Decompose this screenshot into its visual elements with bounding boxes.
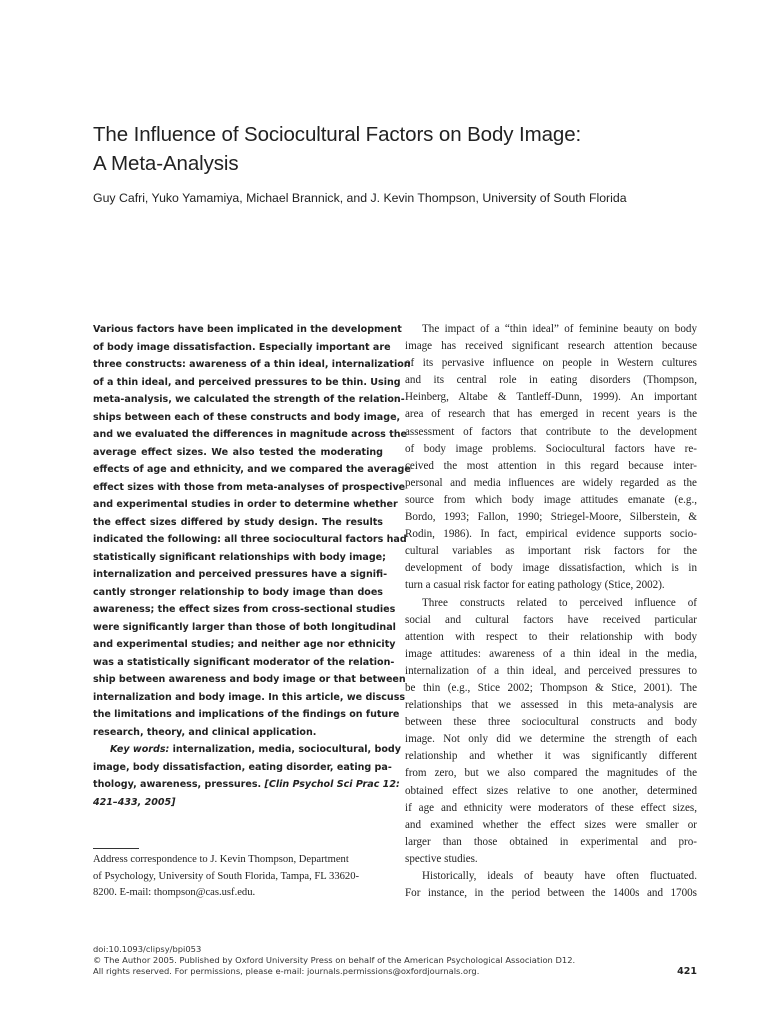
abstract-line: indicated the following: all three sociocultural factors had: [93, 534, 407, 545]
journal-citation: 421–433, 2005]: [93, 796, 176, 808]
author-line: Guy Cafri, Yuko Yamamiya, Michael Brannick, and J. Kevin Thompson, University of South Florida: [93, 191, 627, 205]
body-text-column: [405, 321, 697, 902]
journal-citation: [Clin Psychol Sci Prac 12:: [264, 779, 400, 790]
body-line: area of research that has emerged in recent years is the: [405, 408, 697, 421]
body-line: social and cultural factors have received particular: [405, 613, 697, 626]
copyright-text: © The Author 2005. Published by Oxford University Press on behalf of the American Psychological Association D12.: [93, 955, 576, 965]
body-line: ceived the most attention in this regard because inter-: [405, 459, 697, 472]
address-line: Address correspondence to J. Kevin Thompson, Department: [93, 854, 349, 865]
address-line: of Psychology, University of South Florida, Tampa, FL 33620-: [93, 870, 360, 882]
body-line: attention with respect to their relationship with body: [405, 630, 697, 643]
abstract-line: cantly stronger relationship to body image than does: [93, 586, 383, 598]
abstract-line: of body image dissatisfaction. Especially important are: [93, 341, 391, 353]
page-footer: [93, 944, 697, 977]
abstract-line: internalization and body image. In this article, we discuss: [93, 691, 406, 703]
abstract-line: and experimental studies in order to determine whether: [93, 499, 398, 510]
abstract-line: average effect sizes. We also tested the moderating: [93, 446, 383, 458]
body-line: relationship and whether it was significantly different: [405, 750, 697, 763]
title-line: The Influence of Sociocultural Factors on Body Image:: [93, 123, 582, 146]
body-line: obtained effect sizes relative to one another, determined: [405, 784, 697, 797]
body-line: cultural variables as important risk factors for the: [405, 545, 697, 558]
body-line: be thin (e.g., Stice 2002; Thompson & Stice, 2001). The: [405, 681, 697, 694]
abstract-line: ships between each of these constructs and body image,: [93, 411, 401, 423]
title-line: A Meta-Analysis: [93, 152, 239, 175]
body-line: assessment of factors that contribute to the development: [405, 425, 697, 438]
article-title: [93, 120, 713, 178]
abstract-line: the limitations and implications of the findings on future: [93, 709, 400, 720]
abstract-line: Various factors have been implicated in the development: [93, 324, 402, 335]
abstract-line: and we evaluated the differences in magnitude across the: [93, 429, 408, 440]
abstract-line: were significantly larger than those of both longitudinal: [93, 621, 396, 633]
abstract-line: effect sizes with those from meta-analyses of prospective: [93, 481, 406, 493]
abstract-line: and experimental studies; and neither age nor ethnicity: [93, 639, 396, 650]
keywords-line: image, body dissatisfaction, eating disorder, eating pa-: [93, 761, 392, 773]
body-line: between these three sociocultural constructs and body: [405, 716, 697, 729]
body-line: image. Not only did we determine the strength of each: [405, 733, 697, 746]
abstract-line: was a statistically significant moderator of the relation-: [93, 656, 395, 668]
body-line: source from which body image attitudes emanate (e.g.,: [405, 493, 697, 506]
correspondence-note: [93, 852, 385, 902]
body-line: development of body image dissatisfaction, which is in: [405, 562, 697, 575]
keywords-text: internalization, media, sociocultural, body: [169, 744, 401, 755]
body-line: if age and ethnicity were moderators of these effect sizes,: [405, 801, 697, 814]
body-line: larger than those obtained in experimental and pro-: [405, 835, 697, 848]
abstract-line: awareness; the effect sizes from cross-sectional studies: [93, 604, 396, 615]
doi-text: doi:10.1093/clipsy/bpi053: [93, 944, 202, 954]
body-line: turn a casual risk factor for eating pathology (Stice, 2002).: [405, 579, 665, 592]
abstract-line: research, theory, and clinical application.: [93, 726, 317, 738]
body-line: of its pervasive influence on people in Western cultures: [405, 357, 697, 370]
body-line: The impact of a “thin ideal” of feminine beauty on body: [422, 323, 697, 335]
body-line: image attitudes: awareness of a thin ideal in the media,: [405, 647, 697, 660]
abstract-line: meta-analysis, we calculated the strength of the relation-: [93, 394, 405, 405]
footnote-divider: [93, 848, 139, 849]
address-line: 8200. E-mail: thompson@cas.usf.edu.: [93, 887, 256, 898]
keywords-line: [93, 776, 400, 794]
abstract-line: statistically significant relationships with body image;: [93, 551, 386, 563]
body-line: Bordo, 1993; Fallon, 1990; Striegel-Moore, Silberstein, &: [405, 511, 697, 524]
body-line: image has received significant research attention because: [405, 340, 697, 353]
body-line: For instance, in the period between the 1400s and 1700s: [405, 887, 697, 900]
abstract-line: effects of age and ethnicity, and we compared the average: [93, 464, 411, 475]
body-line: and examined whether the effect sizes were smaller or: [405, 818, 697, 831]
abstract: [93, 321, 411, 811]
abstract-line: internalization and perceived pressures have a signifi-: [93, 569, 388, 580]
abstract-line: ship between awareness and body image or that between: [93, 674, 406, 685]
body-line: of body image problems. Sociocultural factors have re-: [405, 442, 697, 455]
body-line: from zero, but we also compared the magnitudes of the: [405, 767, 697, 780]
keywords-label: Key words:: [110, 744, 170, 755]
page-number: 421: [677, 966, 697, 977]
body-line: Three constructs related to perceived influence of: [422, 596, 697, 609]
rights-text: All rights reserved. For permissions, please e-mail: journals.permissions@oxfordjournals.org.: [93, 966, 480, 976]
keywords-text: thology, awareness, pressures.: [93, 779, 265, 790]
body-line: personal and media influences are widely regarded as the: [405, 476, 697, 489]
abstract-line: three constructs: awareness of a thin ideal, internalization: [93, 359, 411, 370]
body-line: and its central role in eating disorders (Thompson,: [405, 374, 697, 387]
body-line: Heinberg, Altabe & Tantleff-Dunn, 1999). An important: [405, 391, 697, 404]
body-line: relationships that we assessed in this meta-analysis are: [405, 699, 697, 712]
body-line: internalization of a thin ideal, and perceived pressures to: [405, 664, 697, 677]
abstract-line: the effect sizes differed by study design. The results: [93, 516, 383, 528]
keywords-line: [93, 741, 401, 759]
body-line: Historically, ideals of beauty have often fluctuated.: [422, 870, 697, 882]
abstract-line: of a thin ideal, and perceived pressures to be thin. Using: [93, 376, 401, 388]
body-line: spective studies.: [405, 852, 478, 865]
body-line: Rodin, 1986). In fact, empirical evidence supports socio-: [405, 528, 697, 541]
